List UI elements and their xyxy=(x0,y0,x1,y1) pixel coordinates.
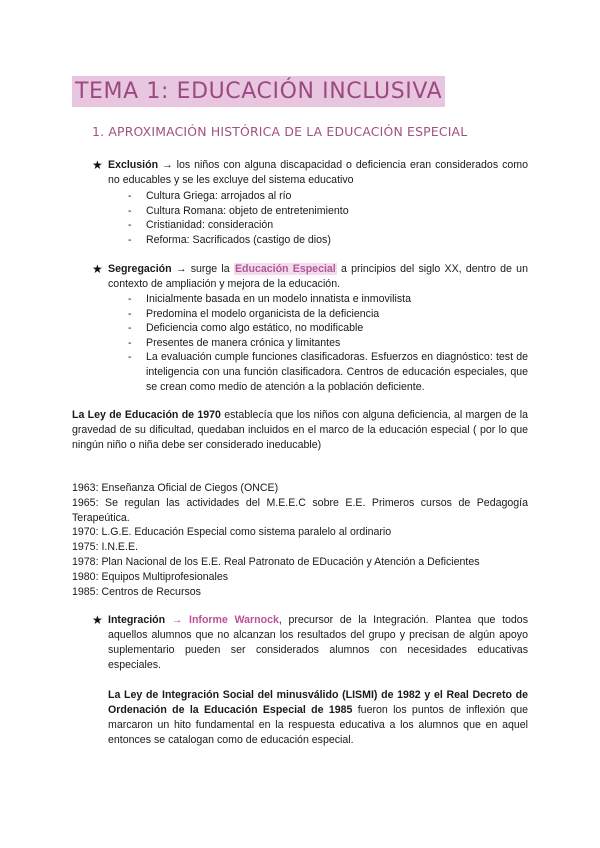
list-item: - Deficiencia como algo estático, no modificable xyxy=(128,322,364,335)
timeline-list xyxy=(72,481,528,599)
list-item: - Cultura Griega: arrojados al río xyxy=(128,190,292,202)
lismi-paragraph xyxy=(108,688,528,748)
exclusion-paragraph xyxy=(108,158,528,188)
timeline-item: 1963: Enseñanza Oficial de Ciegos (ONCE) xyxy=(72,482,279,494)
star-bullet-icon: ★ xyxy=(92,613,103,627)
exclusion-list xyxy=(128,189,528,247)
list-item: - Cristianidad: consideración xyxy=(128,219,274,232)
list-item: - Presentes de manera crónica y limitantes xyxy=(128,336,341,349)
timeline-item: 1975: I.N.E.E. xyxy=(72,541,138,554)
ley1970-paragraph xyxy=(72,408,528,453)
timeline-item: 1965: Se regulan las actividades del M.E.E.C sobre E.E. Primeros cursos de Pedagogía Terapeútica. xyxy=(72,496,528,524)
star-bullet-icon: ★ xyxy=(92,262,103,276)
section-heading: 1. APROXIMACIÓN HISTÓRICA DE LA EDUCACIÓN ESPECIAL xyxy=(92,124,468,139)
segregacion-post: a principios del siglo XX, dentro de un contexto de ampliación y mejora de la educación. xyxy=(108,263,528,290)
timeline-item: 1978: Plan Nacional de los E.E. Real Patronato de EDucación y Atención a Deficientes xyxy=(72,555,480,568)
integracion-text: , precursor de la Integración. Plantea que todos aquellos alumnos que no alcanzan los resultados del grupo y precisan de algún apoyo suplementario pueden ser considerados alumnos con necesidades educativas especiales. xyxy=(108,614,528,671)
exclusion-term: Exclusión xyxy=(108,159,159,171)
page-title: TEMA 1: EDUCACIÓN INCLUSIVA xyxy=(72,76,445,107)
list-item: - La evaluación cumple funciones clasificadoras. Esfuerzos en diagnóstico: test de inteligencia con una función clasificadora. Centros de educación especiales, que se crean como medio de atención a la población deficiente. xyxy=(128,351,528,393)
warnock-report: Informe Warnock xyxy=(189,614,279,626)
timeline-item: 1970: L.G.E. Educación Especial como sistema paralelo al ordinario xyxy=(72,526,392,539)
list-item: - Predomina el modelo organicista de la deficiencia xyxy=(128,307,380,320)
list-item: - Reforma: Sacrificados (castigo de dios) xyxy=(128,233,331,246)
arrow-icon: → xyxy=(171,614,183,626)
timeline-item: 1980: Equipos Multiprofesionales xyxy=(72,570,229,583)
segregacion-paragraph xyxy=(108,262,528,292)
list-item: - Inicialmente basada en un modelo innatista e inmovilista xyxy=(128,293,411,305)
segregacion-term: Segregación xyxy=(108,263,172,275)
arrow-icon: → xyxy=(175,263,187,275)
segregacion-list xyxy=(128,292,528,394)
segregacion-pre: surge la xyxy=(190,263,230,275)
arrow-icon: → xyxy=(162,159,173,171)
ley1970-title: La Ley de Educación de 1970 xyxy=(72,409,221,421)
integracion-paragraph xyxy=(108,613,528,673)
timeline-item: 1985: Centros de Recursos xyxy=(72,585,201,598)
lismi-text: fueron los puntos de inflexión que marcaron un hito fundamental en la respuesta educativa a los alumnos que en aquel entonces se catalogan como de educación especial. xyxy=(108,704,528,746)
list-item: - Cultura Romana: objeto de entretenimiento xyxy=(128,204,349,217)
ley1970-text: establecía que los niños con alguna deficiencia, al margen de la gravedad de su dificultad, quedaban incluidos en el marco de la educación especial ( por lo que ningún niño o niña debe ser considerado ineducable) xyxy=(72,409,529,451)
exclusion-text: los niños con alguna discapacidad o deficiencia eran considerados como no educables y se les excluye del sistema educativo xyxy=(108,159,529,186)
star-bullet-icon: ★ xyxy=(92,158,103,172)
highlighted-term: Educación Especial xyxy=(234,263,336,275)
integracion-term: Integración xyxy=(108,614,166,626)
lismi-title: La Ley de Integración Social del minusválido (LISMI) de 1982 y el Real Decreto de Ordenación de la Educación Especial de 1985 xyxy=(108,689,528,716)
